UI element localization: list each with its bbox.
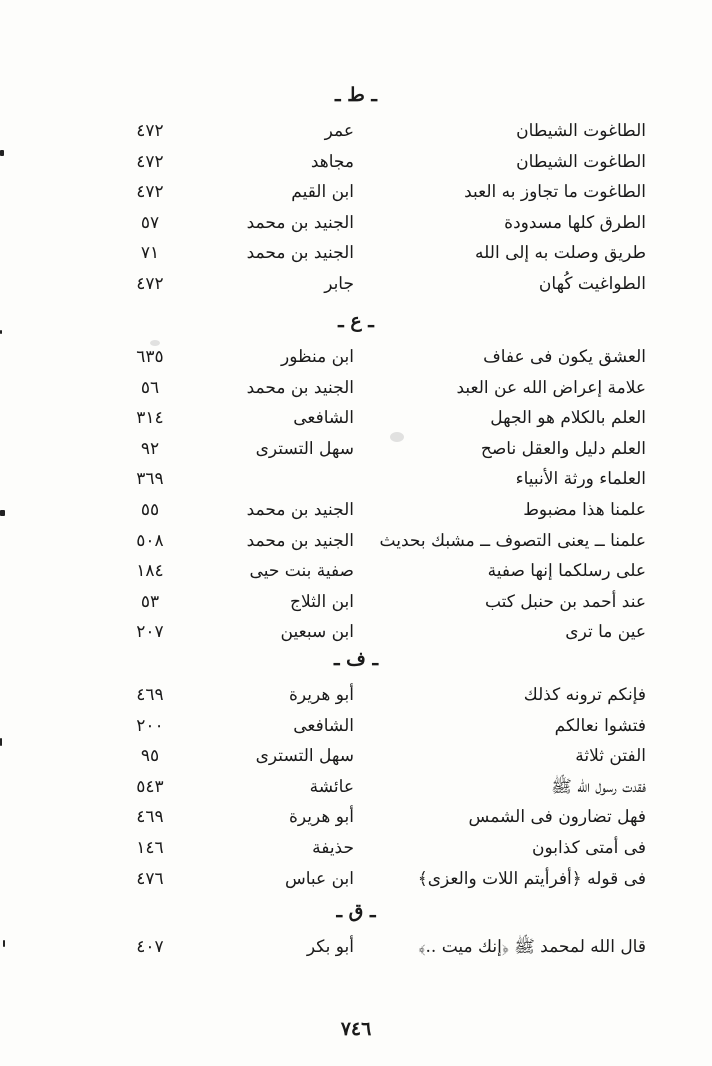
index-entry <box>0 588 712 616</box>
index-entry <box>0 712 712 740</box>
entry-page: ٢٠٧ <box>136 622 164 642</box>
index-entry <box>0 618 712 646</box>
entry-phrase: قال الله لمحمد ﷺ ﴿إنك ميت ..﴾ <box>418 937 646 957</box>
index-entry <box>0 496 712 524</box>
entry-phrase: الطاغوت ما تجاوز به العبد <box>464 182 646 202</box>
entry-phrase: العلم بالكلام هو الجهل <box>490 408 646 428</box>
entry-phrase: فى قوله ﴿أفرأيتم اللات والعزى﴾ <box>417 869 646 889</box>
entry-phrase: العلماء ورثة الأنبياء <box>515 469 646 489</box>
section-heading: ـ ق ـ <box>336 900 376 922</box>
entry-page: ٥٠٨ <box>136 531 164 551</box>
page-number: ٧٤٦ <box>340 1018 372 1040</box>
index-entry <box>0 865 712 893</box>
entry-narrator: الشافعى <box>293 408 354 428</box>
entry-narrator: ابن الثلاج <box>290 592 354 612</box>
entry-narrator: ابن سبعين <box>280 622 354 642</box>
entry-page: ٥٤٣ <box>136 777 164 797</box>
entry-phrase: علمنا هذا مضبوط <box>523 500 646 520</box>
entry-page: ٤٧٢ <box>136 121 164 141</box>
section-heading: ـ ط ـ <box>335 84 377 106</box>
entry-narrator: ابن القيم <box>291 182 354 202</box>
entry-phrase: على رسلكما إنها صفية <box>487 561 646 581</box>
index-entry <box>0 374 712 402</box>
entry-narrator: الشافعى <box>293 716 354 736</box>
index-entry <box>0 343 712 371</box>
index-entry <box>0 117 712 145</box>
entry-phrase: الطرق كلها مسدودة <box>504 213 646 233</box>
entry-page: ٩٢ <box>140 439 160 459</box>
entry-phrase: طريق وصلت به إلى الله <box>475 243 646 263</box>
entry-page: ١٨٤ <box>136 561 164 581</box>
index-entry <box>0 773 712 801</box>
entry-phrase: عند أحمد بن حنبل كتب <box>484 592 646 612</box>
entry-phrase: العشق يكون فى عفاف <box>483 347 646 367</box>
entry-narrator: مجاهد <box>310 152 354 172</box>
entry-phrase: فى أمتى كذابون <box>532 838 646 858</box>
entry-page: ٤٧٢ <box>136 274 164 294</box>
index-entry <box>0 681 712 709</box>
section-heading: ـ ع ـ <box>338 310 374 332</box>
entry-narrator: أبو هريرة <box>288 685 354 705</box>
entry-phrase: الطاغوت الشيطان <box>516 152 646 172</box>
entry-narrator: سهل التسترى <box>255 746 354 766</box>
index-entry <box>0 933 712 961</box>
entry-page: ٥٦ <box>140 378 160 398</box>
index-entry <box>0 148 712 176</box>
index-entry <box>0 435 712 463</box>
section-heading: ـ ف ـ <box>333 648 379 670</box>
index-entry <box>0 527 712 555</box>
entry-narrator: حذيفة <box>312 838 354 858</box>
index-entry <box>0 834 712 862</box>
entry-narrator: الجنيد بن محمد <box>246 213 354 233</box>
entry-phrase: فإنكم ترونه كذلك <box>523 685 646 705</box>
index-entry <box>0 270 712 298</box>
entry-page: ٩٥ <box>140 746 160 766</box>
index-entry <box>0 803 712 831</box>
entry-narrator: ابن عباس <box>284 869 354 889</box>
entry-page: ٤٧٦ <box>136 869 164 889</box>
entry-page: ٤٦٩ <box>136 685 164 705</box>
entry-phrase: فهل تضارون فى الشمس <box>468 807 646 827</box>
entry-page: ٧١ <box>140 243 160 263</box>
entry-page: ٣٦٩ <box>136 469 164 489</box>
entry-narrator: سهل التسترى <box>255 439 354 459</box>
entry-page: ٣١٤ <box>136 408 164 428</box>
entry-narrator: الجنيد بن محمد <box>246 500 354 520</box>
entry-page: ١٤٦ <box>136 838 164 858</box>
entry-narrator: جابر <box>324 274 354 294</box>
entry-phrase: علامة إعراض الله عن العبد <box>456 378 646 398</box>
entry-phrase: فتشوا نعالكم <box>554 716 646 736</box>
index-entry <box>0 404 712 432</box>
entry-narrator: صفية بنت حيى <box>249 561 354 581</box>
entry-phrase: عين ما ترى <box>565 622 646 642</box>
entry-narrator: الجنيد بن محمد <box>246 531 354 551</box>
entry-phrase: الفتن ثلاثة <box>575 746 646 766</box>
entry-narrator: الجنيد بن محمد <box>246 243 354 263</box>
entry-page: ٦٣٥ <box>136 347 164 367</box>
index-entry <box>0 209 712 237</box>
entry-page: ٤٧٢ <box>136 152 164 172</box>
entry-phrase: الطواغيت كُهان <box>538 274 646 294</box>
entry-phrase: العلم دليل والعقل ناصح <box>480 439 646 459</box>
entry-page: ٤٠٧ <box>136 937 164 957</box>
index-entry <box>0 239 712 267</box>
index-entry <box>0 465 712 493</box>
entry-phrase: فقدت رسول الله ﷺ <box>551 777 646 797</box>
index-entry <box>0 557 712 585</box>
entry-phrase: الطاغوت الشيطان <box>516 121 646 141</box>
entry-page: ٥٧ <box>140 213 160 233</box>
entry-narrator: عمر <box>324 121 354 141</box>
index-entry <box>0 742 712 770</box>
entry-narrator: الجنيد بن محمد <box>246 378 354 398</box>
entry-page: ٢٠٠ <box>136 716 164 736</box>
entry-narrator: ابن منظور <box>281 347 354 367</box>
entry-page: ٥٣ <box>140 592 160 612</box>
index-entry <box>0 178 712 206</box>
entry-narrator: أبو هريرة <box>288 807 354 827</box>
entry-narrator: أبو بكر <box>306 937 354 957</box>
entry-page: ٤٧٢ <box>136 182 164 202</box>
entry-narrator: عائشة <box>309 777 354 797</box>
entry-page: ٥٥ <box>140 500 160 520</box>
entry-page: ٤٦٩ <box>136 807 164 827</box>
entry-phrase: علمنا ــ يعنى التصوف ــ مشبك بحديث <box>379 531 646 551</box>
